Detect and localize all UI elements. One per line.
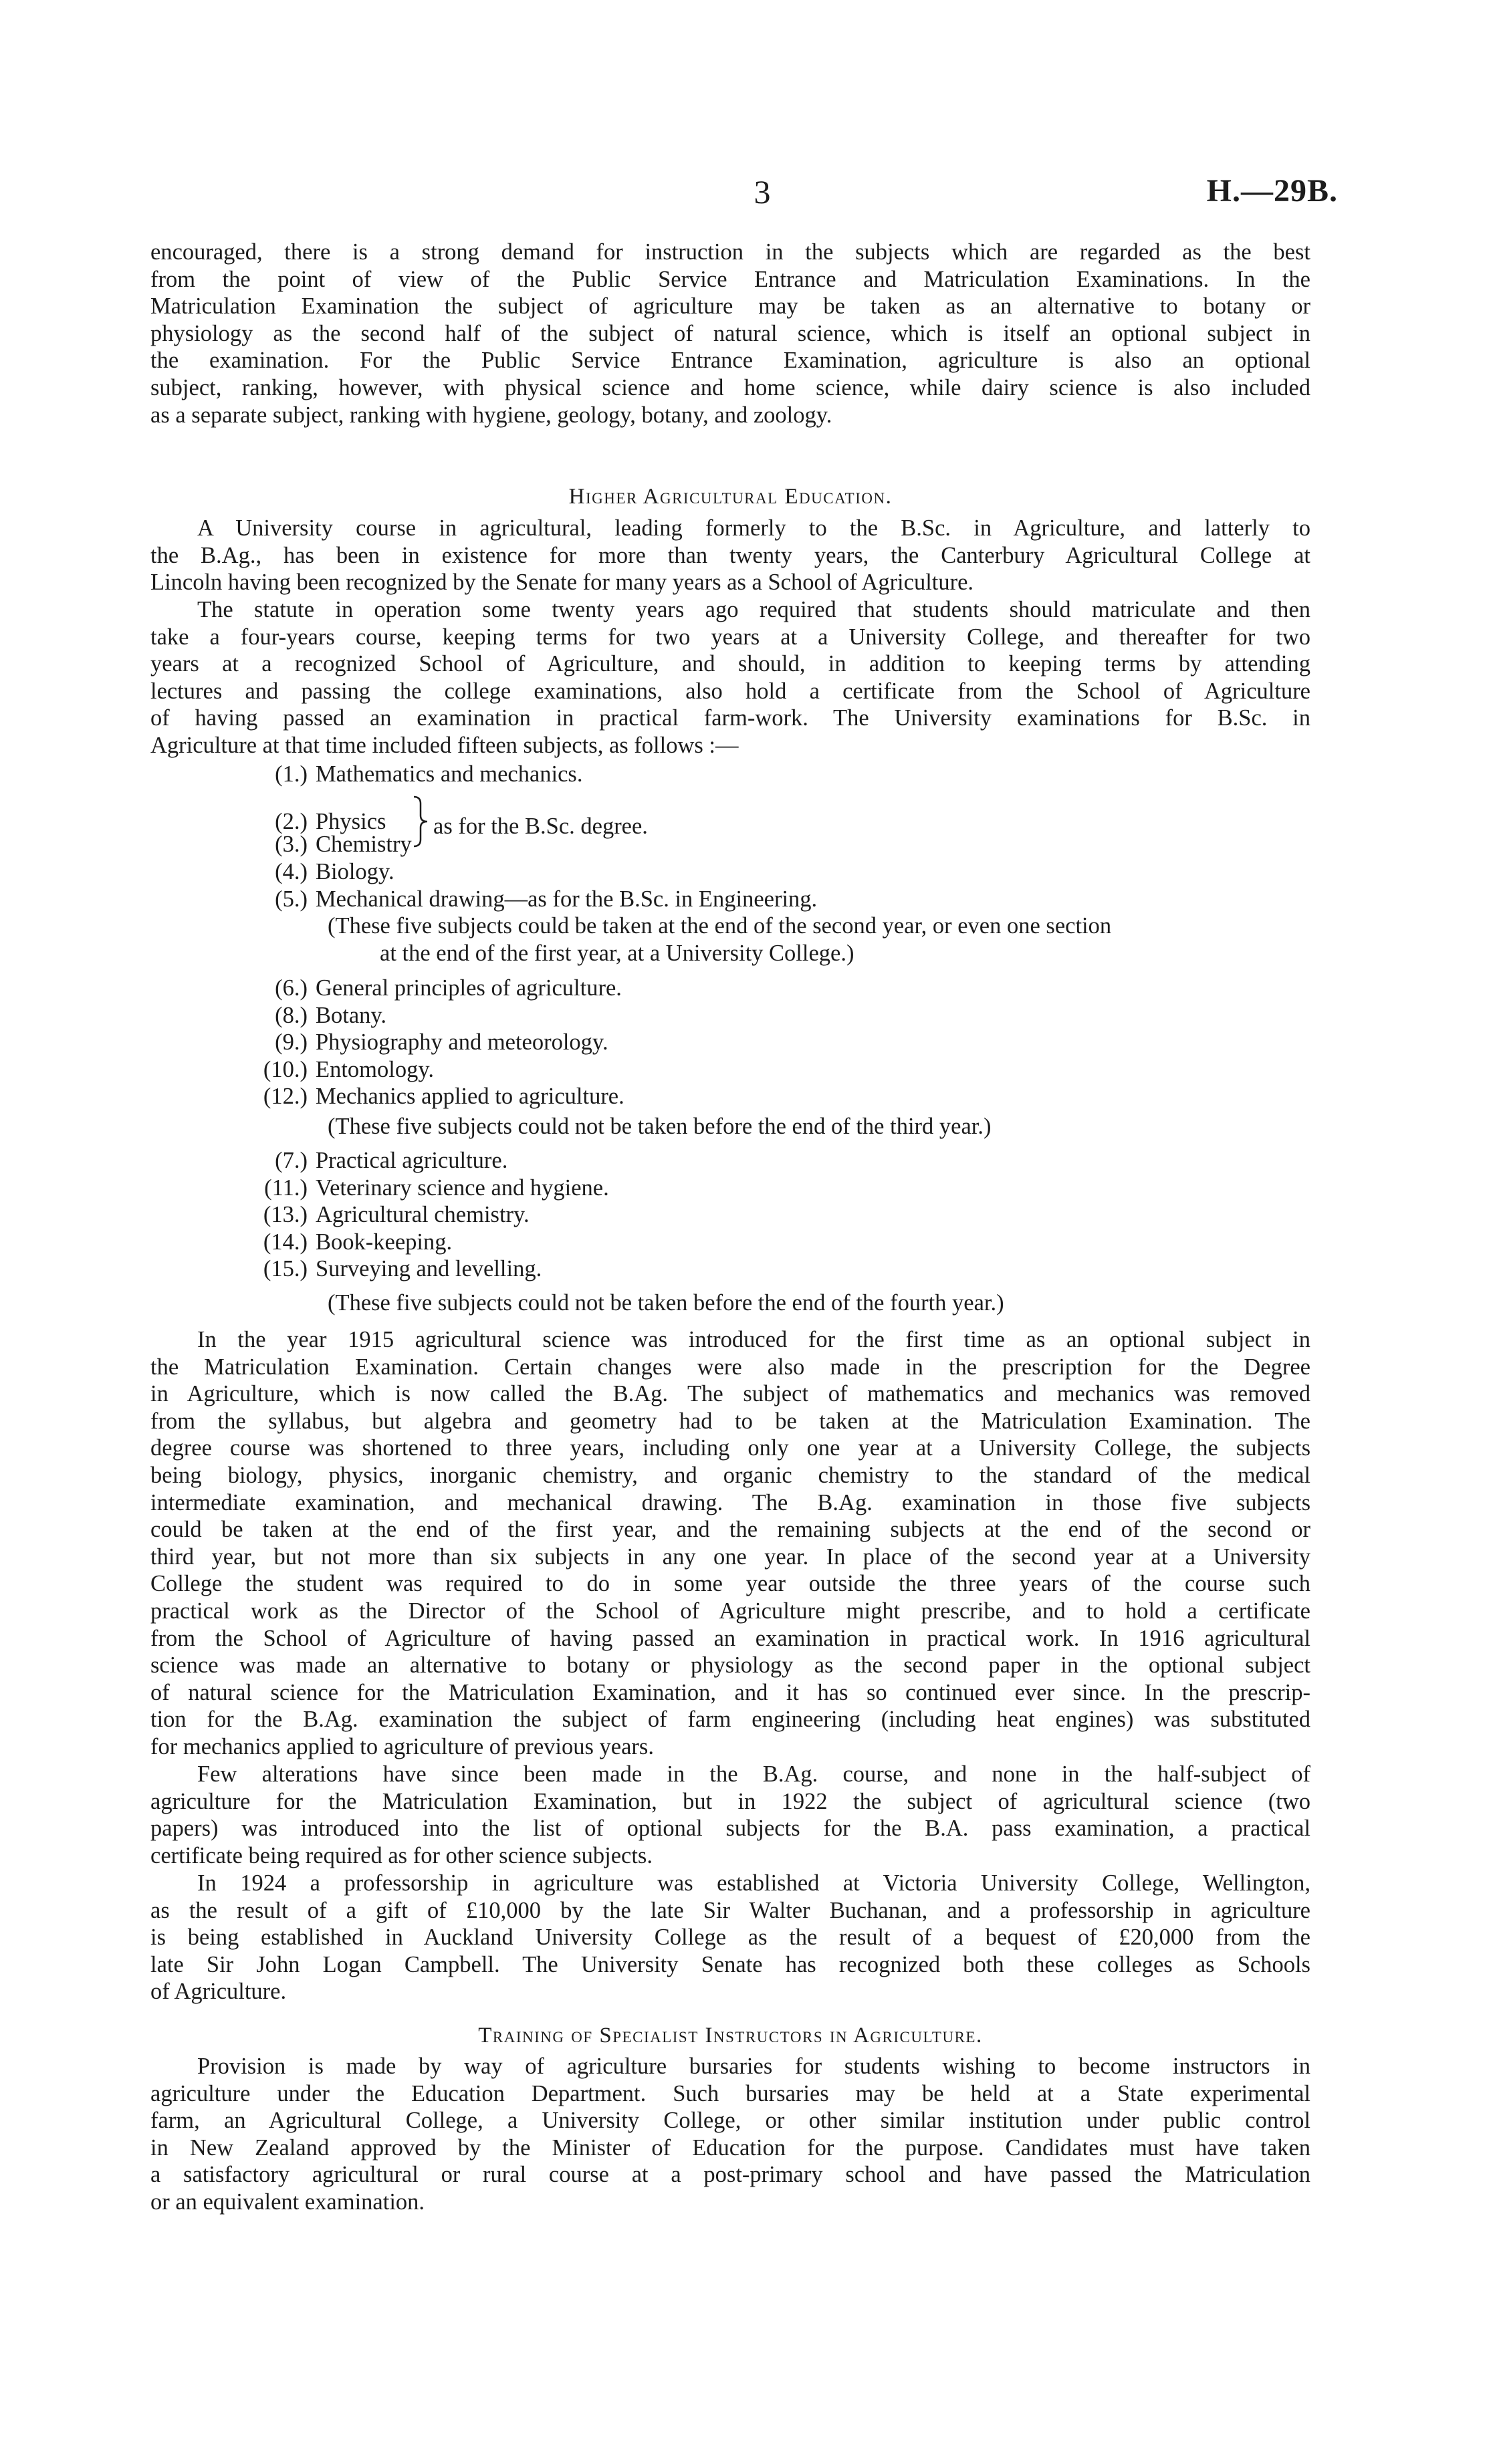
section1-paragraph-3 <box>150 1326 1310 1761</box>
text-line: lectures and passing the college examinations, also hold a certificate from the School of Agriculture <box>150 678 1310 704</box>
brace-note: as for the B.Sc. degree. <box>433 814 648 839</box>
item-number: (5.) <box>275 886 308 912</box>
curly-brace-icon <box>411 794 431 849</box>
item-number: (2.) <box>275 809 308 834</box>
text-line: is being established in Auckland University College as the result of a bequest of £20,000 from the <box>150 1925 1310 1951</box>
text-line: as a separate subject, ranking with hygiene, geology, botany, and zoology. <box>150 402 832 428</box>
section1-paragraph-5 <box>150 1870 1310 2005</box>
item-text: Mechanical drawing—as for the B.Sc. in Engineering. <box>316 886 818 912</box>
intro-paragraph <box>150 239 1310 428</box>
item-text: Physics <box>316 809 386 834</box>
item-text: Veterinary science and hygiene. <box>316 1175 609 1201</box>
text-line: of natural science for the Matriculation Examination, and it has so continued ever since. In the prescrip- <box>150 1679 1310 1705</box>
document-reference: H.—29B. <box>1206 173 1338 209</box>
item-text: Chemistry <box>316 832 412 857</box>
item-number: (11.) <box>264 1175 308 1201</box>
text-line: A University course in agricultural, leading formerly to the B.Sc. in Agriculture, and latterly to <box>197 515 1310 541</box>
item-text: Practical agriculture. <box>316 1148 508 1173</box>
item-number: (4.) <box>275 859 308 884</box>
text-line: from the syllabus, but algebra and geometry had to be taken at the Matriculation Examination. The <box>150 1408 1310 1434</box>
text-line: The statute in operation some twenty years ago required that students should matriculate and then <box>197 597 1310 622</box>
text-line: for mechanics applied to agriculture of previous years. <box>150 1733 654 1759</box>
text-line: tion for the B.Ag. examination the subject of farm engineering (including heat engines) was substituted <box>150 1707 1310 1733</box>
item-number: (9.) <box>275 1029 308 1056</box>
item-text: Entomology. <box>316 1056 434 1082</box>
item-number: (14.) <box>263 1229 308 1255</box>
text-line: subject, ranking, however, with physical science and home science, while dairy science is also included <box>150 374 1310 400</box>
text-line: In the year 1915 agricultural science was introduced for the first time as an optional subject in <box>197 1327 1310 1352</box>
text-line: of Agriculture. <box>150 1979 287 2005</box>
note-line: (These five subjects could not be taken before the end of the third year.) <box>328 1114 992 1139</box>
text-line: of having passed an examination in practical farm-work. The University examinations for B.Sc. in <box>150 705 1310 731</box>
text-line: could be taken at the end of the first year, and the remaining subjects at the end of the second or <box>150 1517 1310 1543</box>
text-line: take a four-years course, keeping terms for two years at a University College, and thereafter for two <box>150 624 1310 650</box>
item-number: (3.) <box>275 832 308 857</box>
text-line: farm, an Agricultural College, a University College, or other similar institution under public control <box>150 2108 1310 2134</box>
section1-paragraph-4 <box>150 1761 1310 1869</box>
note-line: at the end of the first year, at a University College.) <box>380 941 854 966</box>
text-line: physiology as the second half of the subject of natural science, which is itself an optional subject in <box>150 320 1310 346</box>
note-line: (These five subjects could be taken at the end of the second year, or even one section <box>328 913 1112 939</box>
text-line: science was made an alternative to botany or physiology as the second paper in the optional subject <box>150 1652 1310 1679</box>
text-line: degree course was shortened to three years, including only one year at a University College, the subjects <box>150 1435 1310 1461</box>
item-text: Book-keeping. <box>316 1229 453 1255</box>
text-line: in New Zealand approved by the Minister of Education for the purpose. Candidates must have taken <box>150 2134 1310 2161</box>
text-line: a satisfactory agricultural or rural course at a post-primary school and have passed the Matriculation <box>150 2162 1310 2188</box>
item-number: (8.) <box>275 1002 308 1028</box>
text-line: the Matriculation Examination. Certain changes were also made in the prescription for the Degree <box>150 1354 1310 1380</box>
text-line: the examination. For the Public Service Entrance Examination, agriculture is also an optional <box>150 348 1310 374</box>
text-line: the B.Ag., has been in existence for more than twenty years, the Canterbury Agricultural College at <box>150 542 1310 568</box>
text-line: as the result of a gift of £10,000 by the late Sir Walter Buchanan, and a professorship in agriculture <box>150 1897 1310 1923</box>
text-line: practical work as the Director of the School of Agriculture might prescribe, and to hold a certificate <box>150 1598 1310 1624</box>
text-line: Lincoln having been recognized by the Senate for many years as a School of Agriculture. <box>150 570 974 596</box>
text-line: being biology, physics, inorganic chemistry, and organic chemistry to the standard of the medical <box>150 1462 1310 1488</box>
text-line: intermediate examination, and mechanical drawing. The B.Ag. examination in those five subjects <box>150 1489 1310 1515</box>
section1-paragraph-2 <box>150 596 1310 759</box>
item-text: Mathematics and mechanics. <box>316 761 583 787</box>
item-number: (13.) <box>263 1202 308 1228</box>
item-number: (7.) <box>275 1148 308 1173</box>
item-text: Biology. <box>316 859 394 884</box>
item-number: (6.) <box>275 975 308 1001</box>
text-line: College the student was required to do in some year outside the three years of the course such <box>150 1571 1310 1597</box>
text-line: encouraged, there is a strong demand for instruction in the subjects which are regarded as the best <box>150 239 1310 265</box>
item-number: (1.) <box>275 761 308 787</box>
text-line: Agriculture at that time included fifteen subjects, as follows :— <box>150 732 739 758</box>
text-line: or an equivalent examination. <box>150 2189 425 2215</box>
item-number: (10.) <box>263 1056 308 1082</box>
item-text: Physiography and meteorology. <box>316 1029 608 1056</box>
page-number: 3 <box>754 173 771 211</box>
text-line: In 1924 a professorship in agriculture was established at Victoria University College, Wellington, <box>197 1870 1310 1896</box>
item-text: Agricultural chemistry. <box>316 1202 530 1228</box>
text-line: agriculture for the Matriculation Examination, but in 1922 the subject of agricultural science (two <box>150 1788 1310 1814</box>
text-line: Provision is made by way of agriculture bursaries for students wishing to become instructors in <box>197 2054 1310 2079</box>
item-number: (12.) <box>263 1084 308 1110</box>
text-line: from the point of view of the Public Service Entrance and Matriculation Examinations. In the <box>150 266 1310 292</box>
text-line: Few alterations have since been made in the B.Ag. course, and none in the half-subject of <box>197 1761 1310 1787</box>
text-line: agriculture under the Education Department. Such bursaries may be held at a State experimental <box>150 2080 1310 2106</box>
text-line: Matriculation Examination the subject of agriculture may be taken as an alternative to botany or <box>150 293 1310 320</box>
text-line: papers) was introduced into the list of optional subjects for the B.A. pass examination, a practical <box>150 1816 1310 1842</box>
text-line: from the School of Agriculture of having passed an examination in practical work. In 1916 agricultural <box>150 1625 1310 1651</box>
item-text: Botany. <box>316 1002 387 1028</box>
text-line: years at a recognized School of Agriculture, and should, in addition to keeping terms by attending <box>150 651 1310 677</box>
item-number: (15.) <box>263 1256 308 1282</box>
note-line: (These five subjects could not be taken before the end of the fourth year.) <box>328 1290 1004 1316</box>
text-line: third year, but not more than six subjects in any one year. In place of the second year at a University <box>150 1544 1310 1570</box>
item-text: General principles of agriculture. <box>316 975 622 1001</box>
text-line: late Sir John Logan Campbell. The University Senate has recognized both these colleges as Schools <box>150 1951 1310 1977</box>
item-text: Mechanics applied to agriculture. <box>316 1084 624 1110</box>
section1-paragraph-1 <box>150 515 1310 596</box>
section-heading-training-specialist-instructors: Training of Specialist Instructors in Agriculture. <box>478 2023 983 2048</box>
text-line: certificate being required as for other science subjects. <box>150 1842 653 1868</box>
section-heading-higher-agricultural-education: Higher Agricultural Education. <box>568 485 893 509</box>
item-text: Surveying and levelling. <box>316 1256 542 1282</box>
text-line: in Agriculture, which is now called the B.Ag. The subject of mathematics and mechanics was removed <box>150 1381 1310 1407</box>
section2-paragraph-1 <box>150 2053 1310 2216</box>
